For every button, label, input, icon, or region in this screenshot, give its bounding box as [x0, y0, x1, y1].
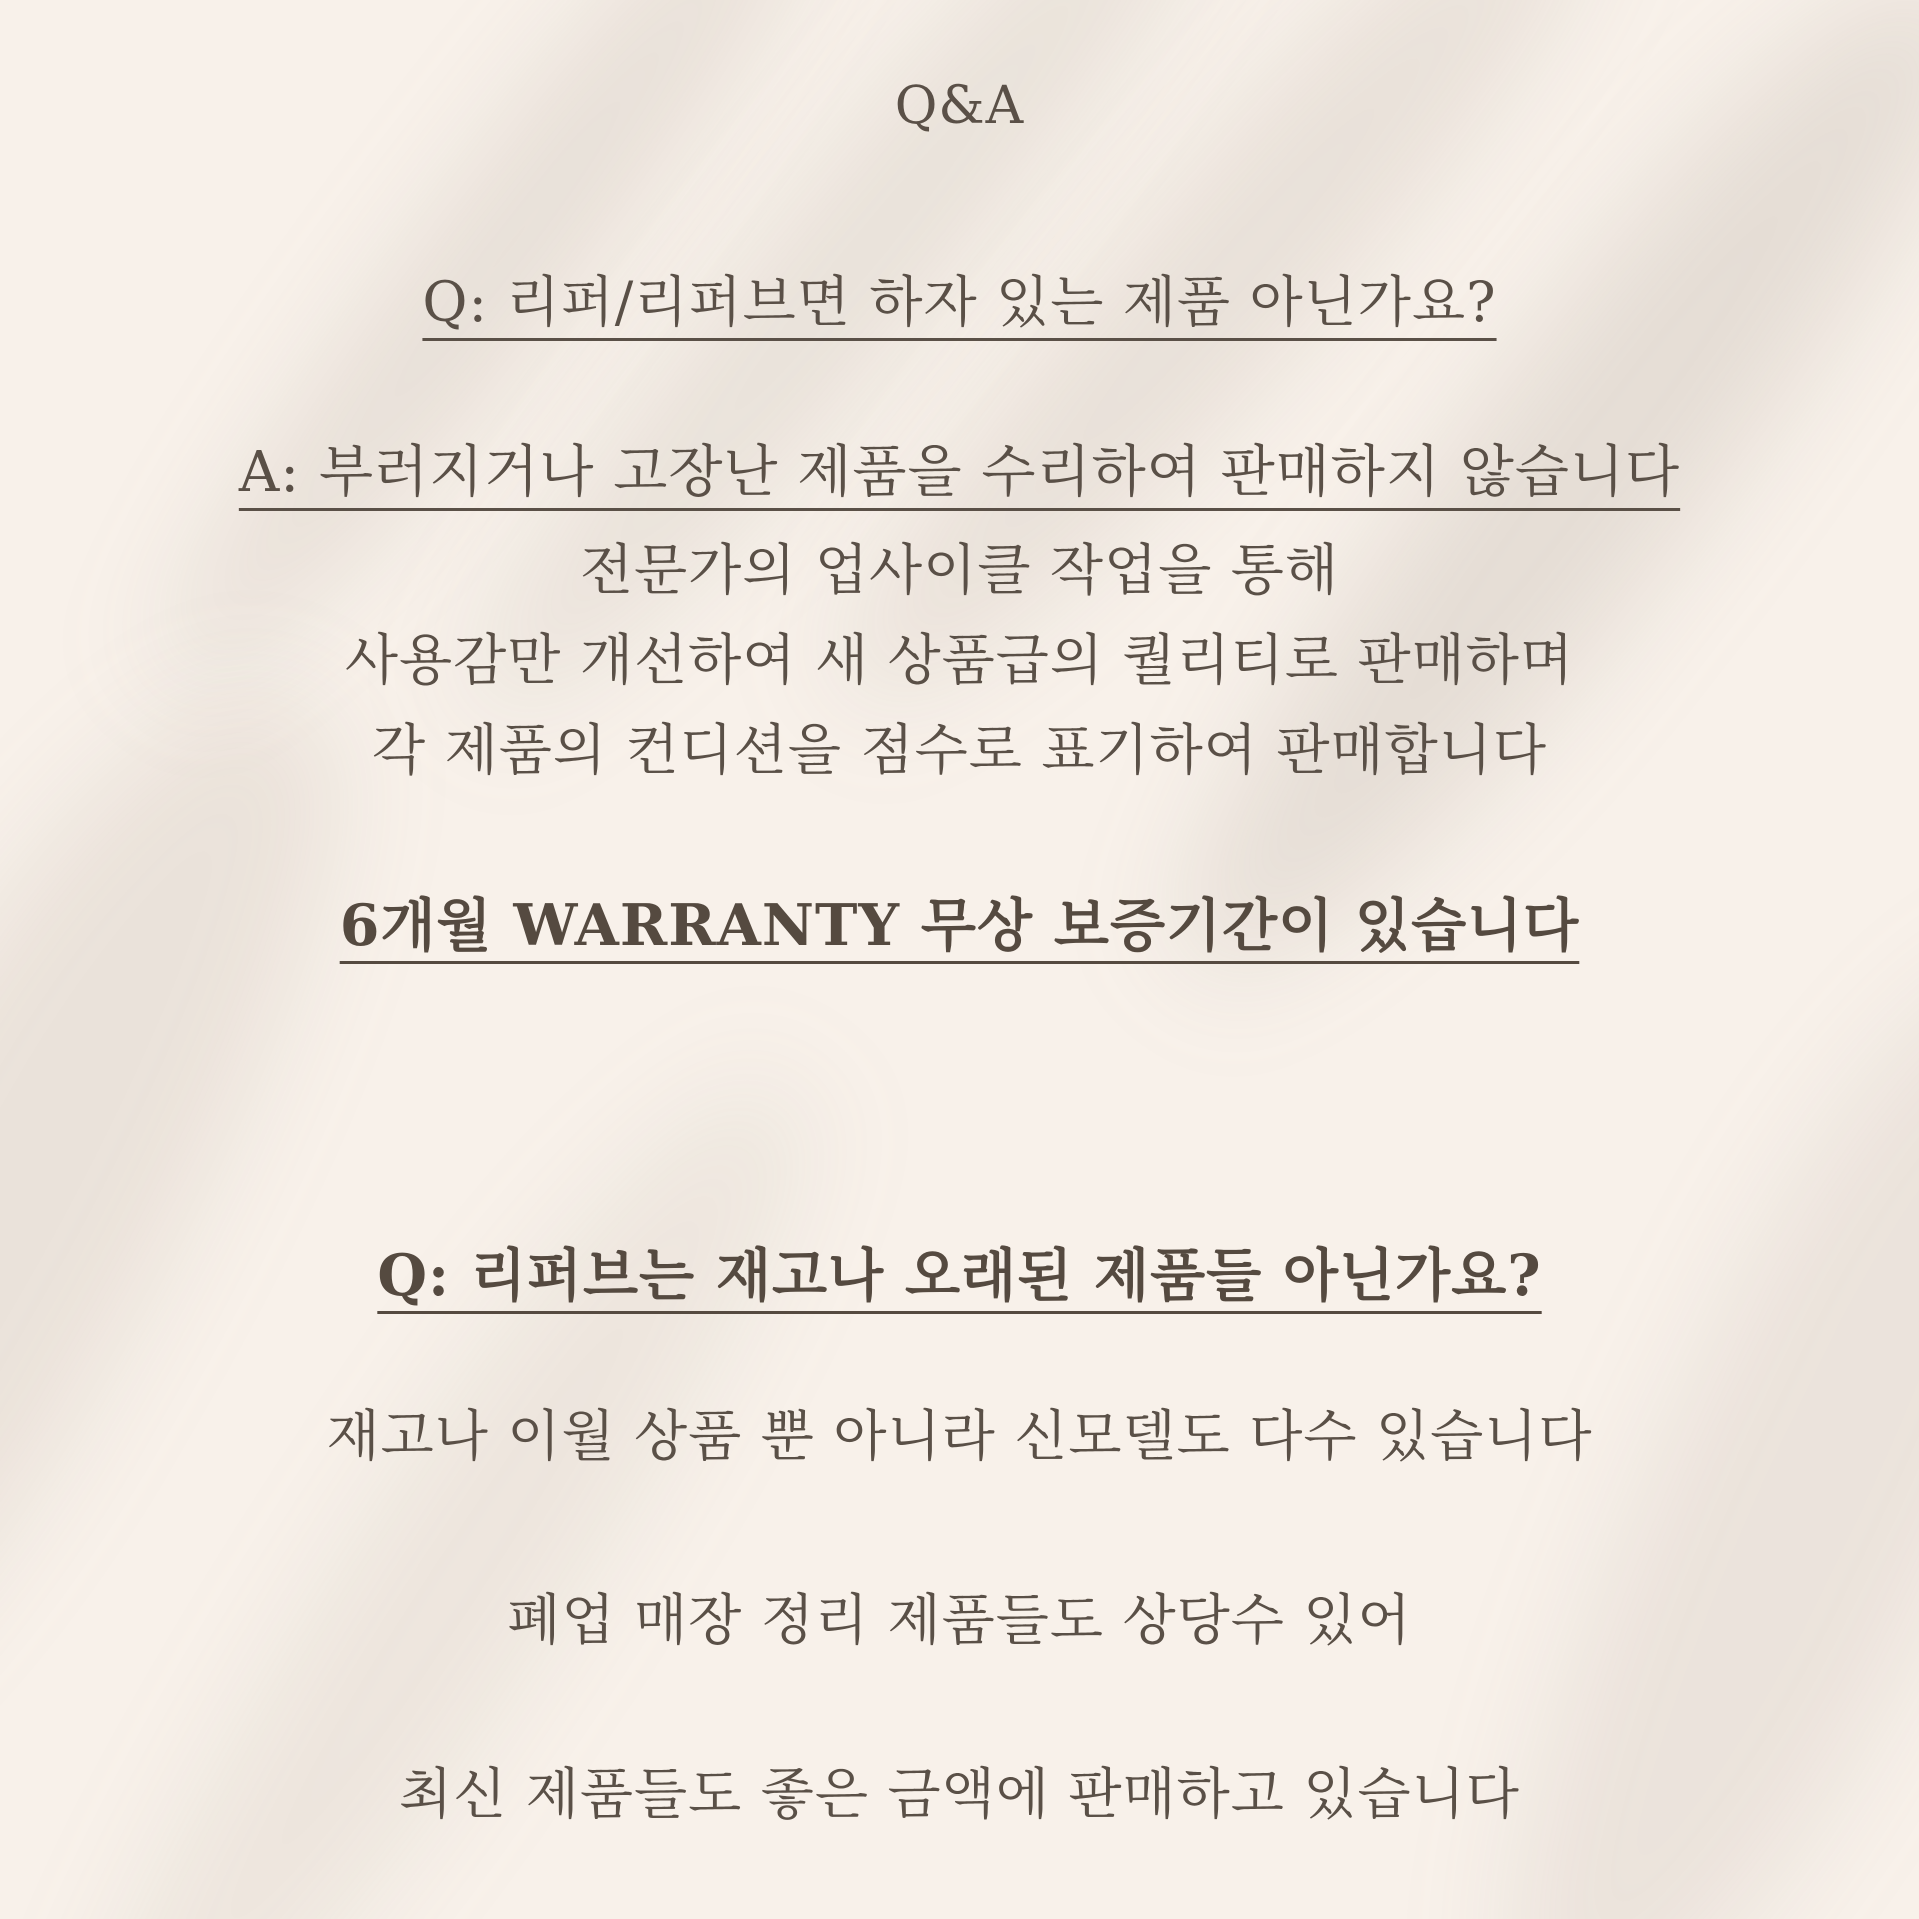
answer-1-line: 전문가의 업사이클 작업을 통해: [579, 538, 1340, 602]
page-title: Q&A: [894, 76, 1025, 136]
answer-2-line: 최신 제품들도 좋은 금액에 판매하고 있습니다: [399, 1762, 1520, 1826]
answer-1-line: 사용감만 개선하여 새 상품급의 퀄리티로 판매하며: [344, 628, 1575, 692]
answer-1-headline: A: 부러지거나 고장난 제품을 수리하여 판매하지 않습니다: [238, 440, 1681, 505]
warranty-note: 6개월 WARRANTY 무상 보증기간이 있습니다: [339, 892, 1580, 959]
answer-1-line: 각 제품의 컨디션을 점수로 표기하여 판매합니다: [371, 718, 1548, 782]
answer-2-line: 재고나 이월 상품 뿐 아니라 신모델도 다수 있습니다: [326, 1404, 1593, 1468]
question-1: Q: 리퍼/리퍼브면 하자 있는 제품 아닌가요?: [422, 270, 1497, 334]
question-2: Q: 리퍼브는 재고나 오래된 제품들 아닌가요?: [377, 1242, 1542, 1309]
answer-2-line: 폐업 매장 정리 제품들도 상당수 있어: [507, 1588, 1412, 1652]
